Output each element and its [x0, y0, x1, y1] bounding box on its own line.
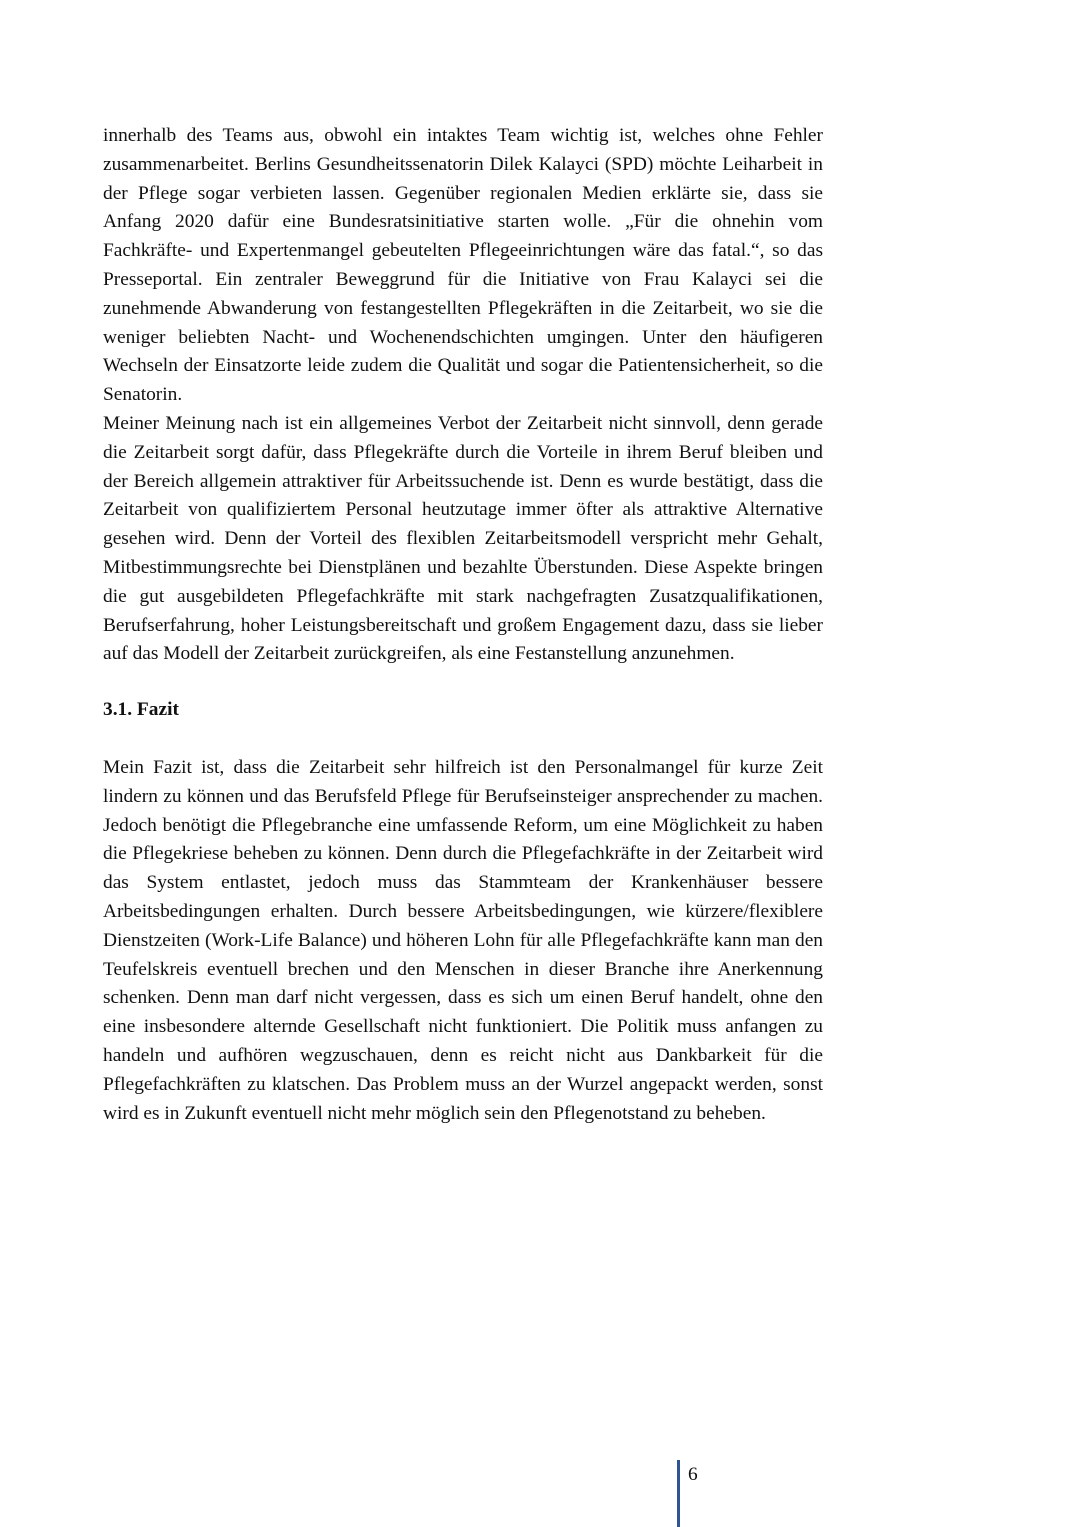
body-paragraph: innerhalb des Teams aus, obwohl ein intaktes Team wichtig ist, welches ohne Fehler zusammenarbeitet. Berlins Gesundheitssenatorin Dilek Kalayci (SPD) möchte Leiharbeit in der Pflege sogar verbieten lassen. Gegenüber regionalen Medien erklärte sie, dass sie Anfang 2020 dafür eine Bundesratsinitiative starten wolle. „Für die ohnehin vom Fachkräfte- und Expertenmangel gebeutelten Pflegeeinrichtungen wäre das fatal.“, so das Presseportal. Ein zentraler Beweggrund für die Initiative von Frau Kalayci sei die zunehmende Abwanderung von festangestellten Pflegekräften in die Zeitarbeit, wo sie die weniger beliebten Nacht- und Wochenendschichten umgingen. Unter den häufigeren Wechseln der Einsatzorte leide zudem die Qualität und sogar die Patientensicherheit, so die Senatorin. [103, 125, 823, 406]
body-paragraph: Meiner Meinung nach ist ein allgemeines Verbot der Zeitarbeit nicht sinnvoll, denn gerade die Zeitarbeit sorgt dafür, dass Pflegekräfte durch die Vorteile in ihrem Beruf bleiben und der Bereich allgemein attraktiver für Arbeitssuchende ist. Denn es wurde bestätigt, dass die Zeitarbeit von qualifiziertem Personal heutzutage immer öfter als attraktive Alternative gesehen wird. Denn der Vorteil des flexiblen Zeitarbeitsmodell verspricht mehr Gehalt, Mitbestimmungsrechte bei Dienstplänen und bezahlte Überstunden. Diese Aspekte bringen die gut ausgebildeten Pflegefachkräfte mit stark nachgefragten Zusatzqualifikationen, Berufserfahrung, hoher Leistungsbereitschaft und großem Engagement dazu, dass sie lieber auf das Modell der Zeitarbeit zurückgreifen, als eine Festanstellung anzunehmen. [103, 412, 823, 665]
section-heading: 3.1. Fazit [103, 699, 179, 721]
page-number: 6 [688, 1464, 698, 1485]
document-body [103, 122, 823, 1128]
footer-accent-bar [677, 1460, 680, 1527]
fazit-paragraph: Mein Fazit ist, dass die Zeitarbeit sehr hilfreich ist den Personalmangel für kurze Zeit lindern zu können und das Berufsfeld Pflege für Berufseinsteiger ansprechender zu machen. Jedoch benötigt die Pflegebranche eine umfassende Reform, um eine Möglichkeit zu haben die Pflegekriese beheben zu können. Denn durch die Pflegefachkräfte in der Zeitarbeit wird das System entlastet, jedoch muss das Stammteam der Krankenhäuser bessere Arbeitsbedingungen erhalten. Durch bessere Arbeitsbedingungen, wie kürzere/flexiblere Dienstzeiten (Work-Life Balance) und höheren Lohn für alle Pflegefachkräfte kann man den Teufelskreis eventuell brechen und den Menschen in dieser Branche ihre Anerkennung schenken. Denn man darf nicht vergessen, dass es sich um einen Beruf handelt, ohne den eine insbesondere alternde Gesellschaft nicht funktioniert. Die Politik muss anfangen zu handeln und aufhören wegzuschauen, denn es reicht nicht aus Dankbarkeit für die Pflegefachkräften zu klatschen. Das Problem muss an der Wurzel angepackt werden, sonst wird es in Zukunft eventuell nicht mehr möglich sein den Pflegenotstand zu beheben. [103, 756, 823, 1124]
